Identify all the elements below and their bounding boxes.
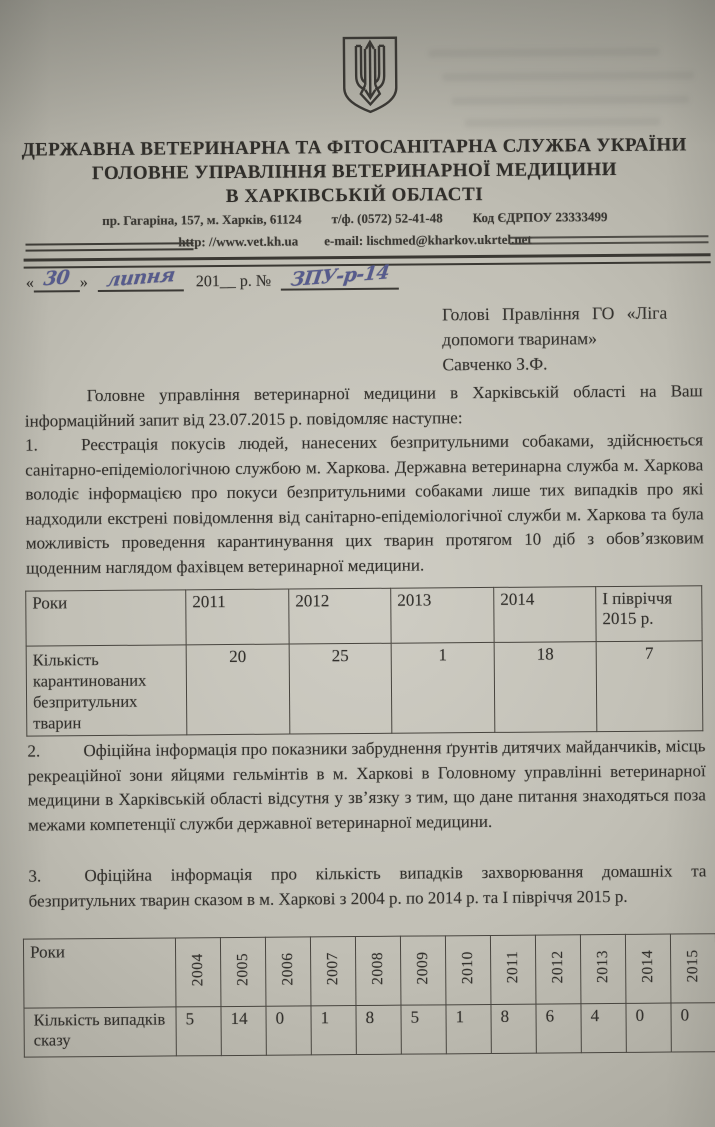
org-title-line3: В ХАРКІВСЬКІЙ ОБЛАСТІ bbox=[225, 184, 484, 208]
bleed-through-smudge bbox=[451, 95, 689, 105]
year-header-cell bbox=[265, 937, 311, 1006]
value-cell: 6 bbox=[536, 1004, 581, 1053]
paragraph-1-number: 1. bbox=[24, 435, 38, 455]
paragraph-3-number: 3. bbox=[28, 866, 42, 886]
paragraph-1-text: Реєстрація покусів людей, нанесених безпритульними собаками, здійснюється санітарно-епідеміологічною службою м. Харкова. Державна ветеринарна служба м. Харкова володіє інформацією про покуси безпритульними собаками лише тих випадків про які надходили екстрені повідомлення від санітарно-епідеміологічної служби м. Харкова та була можливість проведення карантинування цих тварин протягом 10 діб з обов’язковим щоденним наглядом фахівцем ветеринарної медицини. bbox=[25, 430, 704, 578]
recipient-line3: Савченко З.Ф. bbox=[442, 353, 548, 375]
table-row bbox=[24, 1003, 715, 1057]
paragraph-2 bbox=[27, 734, 706, 837]
handwritten-day: 30 bbox=[42, 266, 71, 291]
rotated-year-label: 2004 bbox=[189, 953, 207, 987]
date-number-line bbox=[25, 261, 399, 293]
rabies-cases-table bbox=[23, 933, 715, 1057]
handwritten-month: липня bbox=[105, 263, 177, 292]
year-number-label: 201__ р. № bbox=[195, 272, 272, 291]
recipient-line1: Голові Правління ГО «Ліга bbox=[441, 302, 668, 325]
value-cell: 7 bbox=[596, 641, 703, 732]
rotated-year-label: 2007 bbox=[324, 952, 342, 986]
year-header-cell bbox=[670, 934, 715, 1003]
table-row bbox=[26, 586, 702, 646]
recipient-block bbox=[442, 300, 701, 377]
year-header-cell bbox=[310, 937, 356, 1006]
bleed-through-smudge bbox=[465, 118, 661, 128]
value-cell: 14 bbox=[221, 1006, 266, 1055]
org-website: http: //www.vet.kh.ua bbox=[178, 233, 299, 250]
quote-close: » bbox=[79, 274, 88, 292]
org-phone: т/ф. (0572) 52-41-48 bbox=[331, 210, 443, 227]
value-cell: 4 bbox=[581, 1003, 626, 1052]
paragraph-2-text: Офіційна інформація про показники забруднення ґрунтів дитячих майданчиків, місць рекреаційної зони яйцями гельмінтів в м. Харкові в Головному управлінні ветеринарної медицини в Харківській області відсутня у зв’язку з тим, що дане питання знаходяться поза межами компетенції служби державної ветеринарної медицини. bbox=[27, 736, 706, 835]
org-edrpou-code: Код ЄДРПОУ 23333499 bbox=[472, 209, 608, 226]
year-header-cell bbox=[220, 937, 266, 1006]
rotated-year-label: 2011 bbox=[504, 951, 522, 984]
year-header-cell bbox=[400, 936, 446, 1005]
value-cell: 1 bbox=[446, 1004, 491, 1053]
rotated-year-label: 2014 bbox=[639, 949, 657, 983]
value-cell: 8 bbox=[356, 1005, 401, 1054]
value-cell: 0 bbox=[266, 1006, 311, 1055]
value-cell: 5 bbox=[401, 1005, 446, 1054]
rotated-year-label: 2010 bbox=[459, 951, 477, 985]
ukraine-trident-emblem-icon bbox=[340, 36, 401, 114]
rotated-year-label: 2015 bbox=[684, 949, 702, 983]
rotated-year-label: 2012 bbox=[549, 950, 567, 984]
letterhead-rule-left bbox=[25, 242, 193, 251]
year-header-cell: 2014 bbox=[494, 587, 596, 643]
years-header-cell: Роки bbox=[23, 938, 176, 1008]
org-title-line1: ДЕРЖАВНА ВЕТЕРИНАРНА ТА ФІТОСАНІТАРНА СЛУЖБА УКРАЇНИ bbox=[21, 134, 687, 161]
row-label-cell: Кількість карантинованих безпритульних тварин bbox=[26, 645, 187, 736]
year-header-cell bbox=[355, 936, 401, 1005]
intro-paragraph: Головне управління ветеринарної медицини в Харківській області на Ваш інформаційний запит від 23.07.2015 р. повідомляє наступне: bbox=[24, 381, 703, 431]
contact-line bbox=[0, 208, 712, 230]
value-cell: 18 bbox=[494, 642, 597, 733]
value-cell: 0 bbox=[671, 1003, 715, 1052]
table-row bbox=[23, 934, 715, 1008]
value-cell: 1 bbox=[391, 642, 495, 733]
year-header-cell: І півріччя 2015 р. bbox=[596, 586, 702, 642]
rotated-year-label: 2009 bbox=[414, 951, 432, 985]
value-cell: 1 bbox=[311, 1006, 356, 1055]
bleed-through-smudge bbox=[442, 71, 694, 81]
quarantined-animals-table bbox=[25, 585, 703, 736]
bleed-through-smudge bbox=[428, 48, 660, 58]
years-header-cell: Роки bbox=[26, 590, 186, 646]
value-cell: 0 bbox=[626, 1003, 671, 1052]
value-cell: 20 bbox=[186, 644, 290, 735]
rotated-year-label: 2008 bbox=[369, 951, 387, 985]
row-label-cell: Кількість випадків сказу bbox=[24, 1007, 176, 1057]
year-header-cell bbox=[490, 935, 536, 1004]
rotated-year-label: 2013 bbox=[594, 950, 612, 984]
year-header-cell: 2011 bbox=[186, 589, 289, 645]
handwritten-doc-number: ЗПУ-р-14 bbox=[289, 261, 391, 292]
year-header-cell bbox=[580, 934, 626, 1003]
recipient-line2: допомоги тваринам» bbox=[442, 328, 598, 350]
org-title-line2: ГОЛОВНЕ УПРАВЛІННЯ ВЕТЕРИНАРНОЇ МЕДИЦИНИ bbox=[91, 158, 617, 185]
rotated-year-label: 2005 bbox=[234, 952, 252, 986]
letterhead-rule-right bbox=[509, 235, 708, 245]
quote-open: « bbox=[25, 274, 34, 292]
paragraph-2-number: 2. bbox=[27, 741, 41, 761]
org-email: e-mail: lischmed@kharkov.ukrtel.net bbox=[324, 231, 532, 249]
value-cell: 25 bbox=[289, 643, 392, 734]
year-header-cell bbox=[535, 935, 581, 1004]
paragraph-1 bbox=[25, 428, 704, 580]
year-header-cell: 2013 bbox=[391, 587, 494, 643]
year-header-cell bbox=[625, 934, 671, 1003]
value-cell: 8 bbox=[491, 1004, 536, 1053]
rotated-year-label: 2006 bbox=[279, 952, 297, 986]
year-header-cell bbox=[445, 935, 491, 1004]
year-header-cell: 2012 bbox=[289, 588, 391, 644]
table-row bbox=[26, 641, 703, 736]
paragraph-3 bbox=[28, 859, 706, 913]
org-address: пр. Гагаріна, 157, м. Харків, 61124 bbox=[102, 211, 302, 228]
year-header-cell bbox=[175, 938, 221, 1007]
value-cell: 5 bbox=[176, 1007, 221, 1056]
paragraph-3-text: Офіційна інформація про кількість випадків захворювання домашніх та безпритульних тварин сказом в м. Харкові з 2004 р. по 2014 р. та І півріччя 2015 р. bbox=[28, 861, 707, 911]
